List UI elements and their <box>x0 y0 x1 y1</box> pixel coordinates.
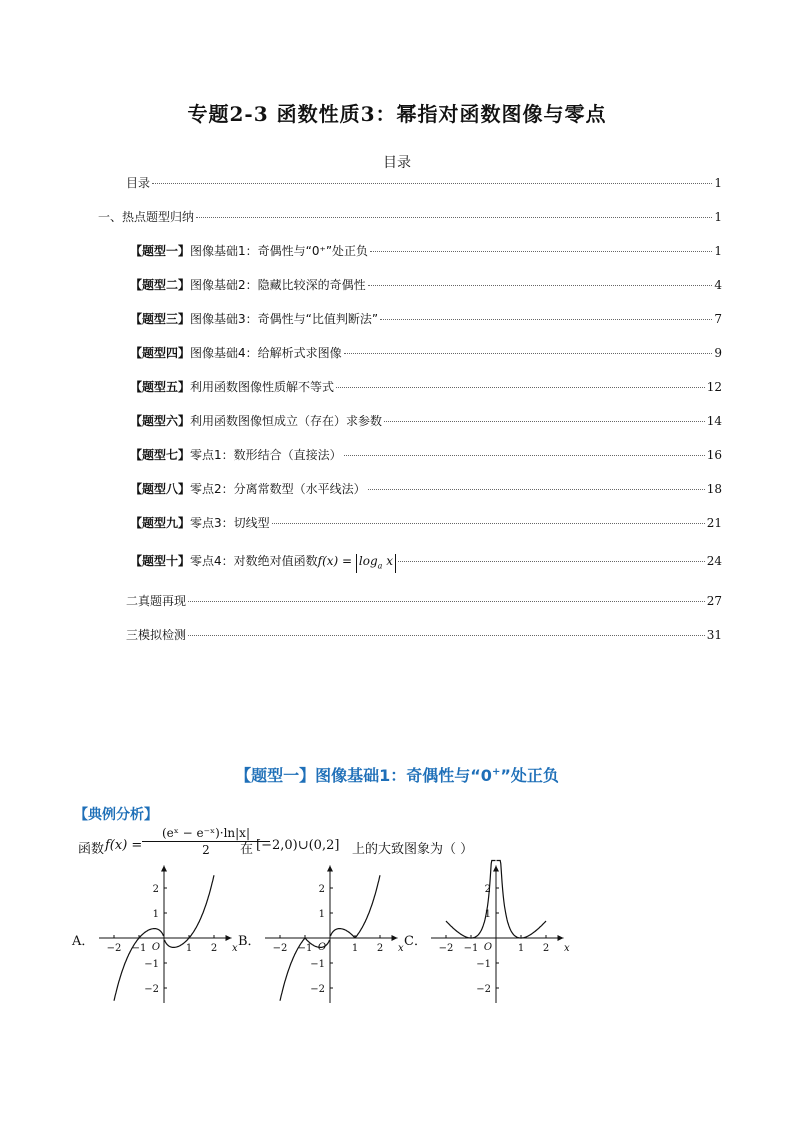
toc-page-number: 7 <box>714 312 722 326</box>
toc-entry-type-10[interactable] <box>130 552 722 570</box>
toc-page-number: 24 <box>706 554 722 568</box>
toc-entry-real-exams[interactable] <box>126 592 722 610</box>
x-tick-label: 1 <box>517 943 525 954</box>
x-axis-name: x <box>564 943 570 954</box>
toc-entry-tag: 【题型二】 <box>130 278 191 292</box>
y-tick-label: −2 <box>144 984 159 995</box>
formula-base: a <box>377 561 383 571</box>
toc-entry-text: 零点4：对数绝对值函数 <box>190 554 318 568</box>
toc-entry-tag: 【题型三】 <box>130 312 191 326</box>
toc-page-number: 1 <box>714 210 722 224</box>
toc-entry-label: 二真题再现 <box>126 594 187 608</box>
toc-leader-dots <box>188 601 705 602</box>
toc-page-number: 16 <box>706 448 722 462</box>
toc-page-number: 9 <box>714 346 722 360</box>
formula-fx: f(x) = <box>317 554 356 568</box>
toc-entry-tag: 【题型九】 <box>130 516 191 530</box>
x-axis-arrow <box>226 935 232 941</box>
toc-leader-dots <box>370 251 712 252</box>
toc-entry-type-5[interactable] <box>130 378 722 396</box>
toc-leader-dots <box>380 319 712 320</box>
formula-log: log <box>358 554 378 568</box>
toc-entry-tag: 【题型五】 <box>130 380 191 394</box>
toc-entry-hot-types[interactable] <box>98 208 722 226</box>
toc-entry-type-8[interactable] <box>130 480 722 498</box>
section-title-end: ”处正负 <box>500 766 559 785</box>
fraction-numerator: (eˣ − e⁻ˣ)·ln|x| <box>142 826 270 842</box>
toc-leader-dots <box>384 421 705 422</box>
toc-entry-type-6[interactable] <box>130 412 722 430</box>
toc-entry-text: 图像基础2：隐藏比较深的奇偶性 <box>190 278 366 292</box>
section-title <box>0 763 794 786</box>
toc-page-number: 1 <box>714 244 722 258</box>
y-tick-label: −2 <box>310 984 325 995</box>
x-axis-name: x <box>232 943 238 954</box>
toc-page-number: 4 <box>714 278 722 292</box>
x-tick-label: −1 <box>131 943 147 954</box>
toc-entry-label: 三模拟检测 <box>126 628 187 642</box>
origin-label: O <box>317 942 327 953</box>
option-a-graph[interactable] <box>92 858 240 1008</box>
toc-entry-text: 图像基础4：给解析式求图像 <box>190 346 342 360</box>
toc-entry-label: 目录 <box>126 176 151 190</box>
y-tick-label: 1 <box>318 909 325 920</box>
y-tick-label: −1 <box>144 959 159 970</box>
y-tick-label: −1 <box>310 959 325 970</box>
toc-leader-dots <box>152 183 712 184</box>
x-tick-label: 1 <box>351 943 359 954</box>
y-tick-label: 2 <box>318 884 325 895</box>
origin-label: O <box>151 942 161 953</box>
toc-entry-mock-tests[interactable] <box>126 626 722 644</box>
x-tick-label: 1 <box>185 943 193 954</box>
document-title: 专题2-3 函数性质3：幂指对函数图像与零点 <box>187 102 607 126</box>
section-title-sup: + <box>491 766 501 778</box>
example-label: 【典例分析】 <box>74 807 158 823</box>
x-tick-label: −1 <box>297 943 313 954</box>
toc-leader-dots <box>196 217 712 218</box>
question-suffix: 上的大致图象为（ ） <box>352 842 474 857</box>
fraction-denominator: 2 <box>202 843 210 857</box>
toc-entry-type-7[interactable] <box>130 446 722 464</box>
toc-entry-text: 图像基础1：奇偶性与“0⁺”处正负 <box>190 244 369 258</box>
toc-entry-tag: 【题型一】 <box>130 244 191 258</box>
toc-entry-text: 零点2：分离常数型（水平线法） <box>190 482 366 496</box>
y-axis-arrow <box>327 866 333 872</box>
toc-leader-dots <box>398 561 705 562</box>
toc-entry-text: 利用函数图像性质解不等式 <box>190 380 335 394</box>
x-axis-name: x <box>398 943 404 954</box>
x-axis-arrow <box>558 935 564 941</box>
toc-entry-contents[interactable] <box>126 174 722 192</box>
formula-x: x <box>382 554 394 568</box>
y-tick-label: 1 <box>152 909 159 920</box>
toc-entry-label: 一、热点题型归纳 <box>98 210 195 224</box>
toc-entry-text: 图像基础3：奇偶性与“比值判断法” <box>190 312 379 326</box>
x-tick-label: −2 <box>272 943 288 954</box>
option-c-graph[interactable] <box>424 858 572 1008</box>
toc-entry-text: 零点1：数形结合（直接法） <box>190 448 342 462</box>
toc-page-number: 18 <box>706 482 722 496</box>
toc-entry-type-2[interactable] <box>130 276 722 294</box>
toc-page-number: 12 <box>706 380 722 394</box>
x-tick-label: 2 <box>210 943 218 954</box>
toc-page-number: 27 <box>706 594 722 608</box>
toc-entry-tag: 【题型六】 <box>130 414 191 428</box>
y-tick-label: 2 <box>484 884 491 895</box>
toc-heading: 目录 <box>383 155 411 171</box>
x-tick-label: 2 <box>542 943 550 954</box>
x-tick-label: −1 <box>463 943 479 954</box>
toc-entry-type-1[interactable] <box>130 242 722 260</box>
toc-leader-dots <box>188 635 705 636</box>
function-curve <box>331 875 381 938</box>
option-a-label[interactable]: A． <box>72 934 95 949</box>
y-axis-arrow <box>493 866 499 872</box>
option-b-label[interactable]: B． <box>238 934 261 949</box>
y-tick-label: −2 <box>476 984 491 995</box>
formula-abs <box>356 554 396 573</box>
toc-entry-tag: 【题型四】 <box>130 346 191 360</box>
x-tick-label: −2 <box>438 943 454 954</box>
toc-formula <box>317 554 396 571</box>
toc-entry-type-3[interactable] <box>130 310 722 328</box>
toc-entry-tag: 【题型十】 <box>130 554 191 568</box>
question-middle: 在 <box>240 842 254 857</box>
toc-leader-dots <box>272 523 705 524</box>
option-c-label[interactable]: C． <box>404 934 427 949</box>
x-axis-arrow <box>392 935 398 941</box>
option-b-graph[interactable] <box>258 858 406 1008</box>
toc-leader-dots <box>344 353 713 354</box>
function-curve <box>497 861 547 939</box>
function-curve <box>446 861 496 939</box>
question-fx: f(x) = <box>105 838 143 853</box>
question-interval: [−2,0)∪(0,2] <box>256 838 340 853</box>
y-tick-label: 2 <box>152 884 159 895</box>
y-axis-arrow <box>161 866 167 872</box>
toc-leader-dots <box>368 489 705 490</box>
origin-label: O <box>483 942 493 953</box>
section-title-main: 【题型一】图像基础1：奇偶性与“0 <box>235 766 492 785</box>
y-tick-label: −1 <box>476 959 491 970</box>
question-prefix: 函数 <box>78 842 105 857</box>
toc-entry-tag: 【题型八】 <box>130 482 191 496</box>
toc-leader-dots <box>368 285 713 286</box>
y-tick-label: 1 <box>484 909 491 920</box>
toc-leader-dots <box>344 455 705 456</box>
x-tick-label: −2 <box>106 943 122 954</box>
toc-leader-dots <box>336 387 705 388</box>
toc-entry-type-9[interactable] <box>130 514 722 532</box>
toc-entry-tag: 【题型七】 <box>130 448 191 462</box>
toc-entry-type-4[interactable] <box>130 344 722 362</box>
x-tick-label: 2 <box>376 943 384 954</box>
toc-page-number: 14 <box>706 414 722 428</box>
toc-entry-text: 利用函数图像恒成立（存在）求参数 <box>190 414 383 428</box>
toc-page-number: 21 <box>706 516 722 530</box>
toc-entry-text: 零点3：切线型 <box>190 516 270 530</box>
toc-page-number: 1 <box>714 176 722 190</box>
toc-page-number: 31 <box>706 628 722 642</box>
